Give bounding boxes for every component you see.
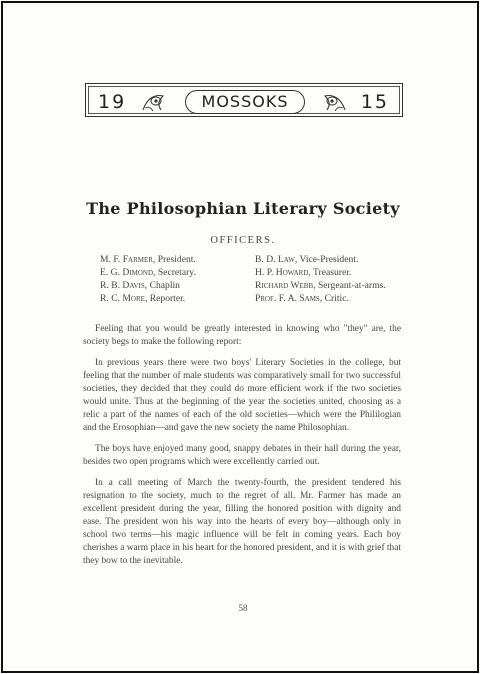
paragraph: Feeling that you would be greatly interested in knowing who "they" are, the society begs to make the following report: [83,324,401,347]
year-right: 15 [360,91,389,113]
paragraph: In previous years there were two boys' Literary Societies in the college, but feeling that the number of male students was comparatively small for two successful societies, they decided that they could do more efficient work if the two societies would unite. Thus at the beginning of the year the societies united, choosing as a relic a part of the names of each of the old societies—which were the Phililogian and the Erosophian—and gave the new society the name Philosophian. [83,358,401,433]
school-name-plaque [185,90,305,114]
officer-entry: Prof. F. A. Sams, Critic. [255,293,349,304]
header-banner [85,83,403,117]
officer-entry: B. D. Law, Vice-President. [255,254,359,265]
page-number: 58 [238,603,248,613]
banner-inner-border [88,86,400,114]
report-body [83,323,401,576]
page-title: The Philosophian Literary Society [86,199,400,218]
officer-entry: R. C. More, Reporter. [100,293,186,304]
officer-entry: M. F. Farmer, President. [100,254,196,265]
officers-heading: OFFICERS. [210,235,276,246]
page-frame [1,1,479,673]
school-name: MOSSOKS [201,92,289,111]
officers-list-left [100,253,196,305]
paragraph: The boys have enjoyed many good, snappy debates in their hall during the year, besides two open programs which were excellently carried out. [83,444,401,467]
year-left: 19 [98,91,127,113]
paragraph: In a call meeting of March the twenty-fourth, the president tendered his resignation to the society, much to the regret of all. Mr. Farmer has made an excellent president during the year, filling the honored position with dignity and ease. The president won his way into the hearts of every boy—although only in school two terms—his magic influence will be felt in coming years. Each boy cherishes a warm place in his heart for the honored president, and it is with grief that they bow to the inevitable. [83,478,401,566]
floral-ornament-icon [321,90,347,114]
officers-list-right [255,253,386,305]
officer-entry: H. P. Howard, Treasurer. [255,267,352,278]
officer-entry: Richard Webb, Sergeant-at-arms. [255,280,386,291]
officer-entry: E. G. Dimond, Secretary. [100,267,196,278]
floral-ornament-icon [141,90,167,114]
officer-entry: R. B. Davis, Chaplin [100,280,180,291]
